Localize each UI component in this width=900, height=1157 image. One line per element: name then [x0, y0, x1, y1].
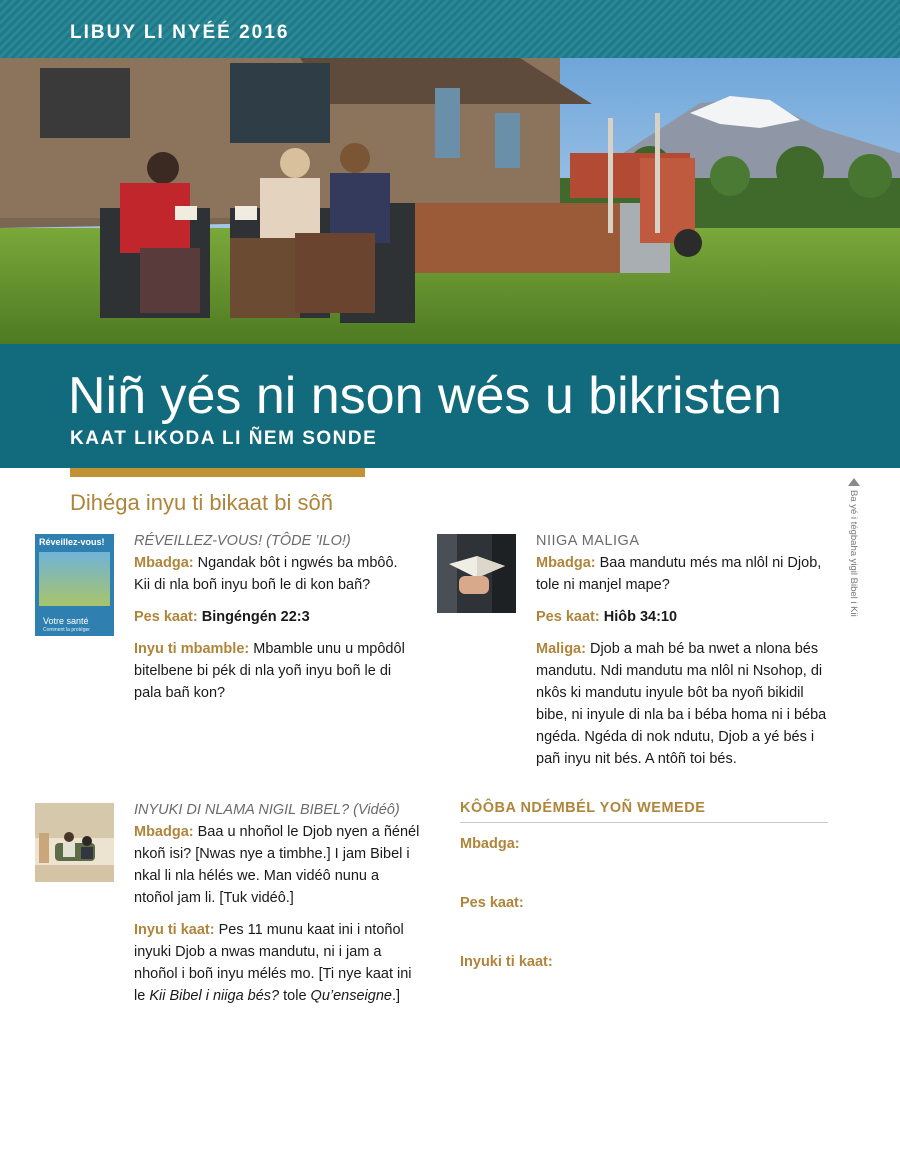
reading-text-3: .]: [391, 988, 401, 1004]
reading-text-2: tole: [279, 988, 311, 1004]
side-note[interactable]: [846, 478, 862, 638]
hero-photo: [0, 58, 900, 344]
title-bar: [0, 344, 900, 468]
scripture-ref: Hiôb 34:10: [603, 609, 678, 625]
intro-heading: Dihéga inyu ti bikaat bi sôñ: [70, 490, 333, 515]
magazine-cover-sub: Votre santé: [43, 616, 89, 626]
truth-label: Maliga:: [536, 641, 586, 657]
page-subtitle: KAAT LIKODA LI ÑEM SONDE: [70, 428, 378, 449]
offer-label: Inyu ti mbamble:: [134, 641, 250, 657]
own-presentation-heading: KÔÔBA NDÉMBÉL YOÑ WEMEDE: [460, 800, 828, 823]
field-reason-label: Inyuki ti kaat:: [460, 954, 553, 970]
banner-label: LIBUY LI NYÉÉ 2016: [70, 22, 290, 43]
question-label: Mbadga:: [536, 555, 596, 571]
question-text: Baa u nhoñol le Djob nyen a ñénél nkoñ isi? [Nwas nye a timbhe.] I jam Bibel i nkal li nla hélés we. Man vidéô nunu a ntoñol jam li. [Tuk vidéô.]: [134, 824, 420, 906]
section-truth: [536, 530, 828, 780]
truth-answer: [536, 638, 828, 770]
page-title: Niñ yés ni nson wés u bikristen: [68, 367, 782, 425]
accent-bar: [70, 468, 365, 477]
truth-question: [536, 552, 828, 596]
section-magazine-heading: RÉVEILLEZ-VOUS! (TÔDE ’ILO!): [134, 533, 351, 549]
truth-text: Djob a mah bé ba nwet a nlona bés mandutu. Ndi mandutu ma nlôl ni Nsohop, di nkôs ki mandutu inyule bôt ba nyoñ bikidil bibe, ni inyule di nla ba i béba homa ni i béba ngéda. Ngéda di nok ndutu, Djob a yé bés i pañ inyu nit bés. A ntôñ toi bés.: [536, 641, 827, 767]
section-video-heading: INYUKI DI NLAMA NIGIL BIBEL? (Vidéô): [134, 802, 400, 818]
bible-photo: [437, 534, 516, 613]
question-label: Mbadga:: [134, 555, 194, 571]
side-note-text: Ba yé i tégbaha yigil Bibel i Kii: [848, 490, 859, 617]
question-text: Ngandak bôt i ngwés ba mbôô. Kii di nla boñ inyu boñ le di kon bañ?: [134, 555, 398, 593]
magazine-cover-title: Réveillez-vous!: [39, 537, 105, 547]
magazine-cover[interactable]: [35, 534, 114, 636]
field-scripture-label: Pes kaat:: [460, 895, 524, 911]
book-title-1: Kii Bibel i niiga bés?: [149, 988, 280, 1004]
magazine-cover-art: [39, 552, 110, 606]
video-question: [134, 821, 422, 909]
truth-scripture: [536, 606, 828, 628]
magazine-offer: [134, 638, 414, 704]
reading-label: Inyu ti kaat:: [134, 922, 215, 938]
section-magazine: [134, 530, 414, 714]
book-title-2: Qu’enseigne: [310, 988, 392, 1004]
magazine-cover-sub2: Comment la protéger: [43, 627, 90, 633]
offer-text: Mbamble unu u mpôdôl bitelbene bi pék di nla yoñ inyu boñ le di pala bañ kon?: [134, 641, 405, 701]
scripture-label: Pes kaat:: [536, 609, 600, 625]
video-thumbnail[interactable]: [35, 803, 114, 882]
video-reading: [134, 919, 422, 1007]
scripture-ref: Bingéngén 22:3: [201, 609, 310, 625]
section-video: [134, 799, 422, 1017]
scripture-label: Pes kaat:: [134, 609, 198, 625]
question-text: Baa mandutu més ma nlôl ni Djob, tole ni manjel mape?: [536, 555, 822, 593]
section-truth-heading: NIIGA MALIGA: [536, 533, 640, 549]
reading-text-1: Pes 11 munu kaat ini i ntoñol inyuki Djob a nwas mandutu, ni i jam a nhoñol i boñ inyu mélés mo. [Ti nye kaat ini le: [134, 922, 412, 1004]
top-banner: [0, 0, 900, 58]
field-question-label: Mbadga:: [460, 836, 520, 852]
up-arrow-icon: [848, 478, 860, 486]
magazine-question: [134, 552, 414, 596]
magazine-scripture: [134, 606, 414, 628]
question-label: Mbadga:: [134, 824, 194, 840]
